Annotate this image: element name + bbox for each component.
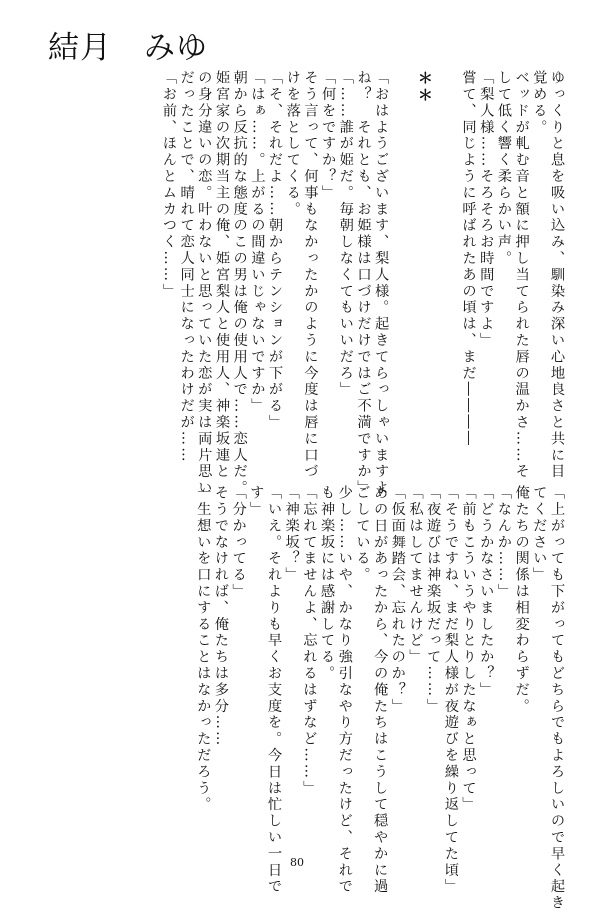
text-column: ゆっくりと息を吸い込み、馴染み深い心地良さと共に目	[549, 70, 565, 480]
text-column: 「何をですか？」	[320, 70, 337, 202]
text-column: 「神楽坂？」	[283, 485, 300, 584]
text-column: 「忘れてませんよ、忘れるはずなど……」	[301, 485, 318, 797]
text-column: ベッドが軋む音と額に押し当てられた唇の温かさ……そ	[513, 70, 530, 480]
text-column: 「そうですね、まだ梨人様が夜遊びを繰り返してた頃」	[442, 485, 459, 895]
text-column: てください」	[531, 485, 548, 584]
text-column	[388, 70, 414, 475]
text-column: 覚める。	[531, 70, 548, 136]
text-column: 「夜遊びは神楽坂だって……」	[425, 485, 442, 715]
text-column: す」	[248, 485, 265, 518]
text-column: ね？ それとも、お姫様は口づけだけではご不満ですか」	[355, 70, 372, 497]
text-column: 「どうかなさいましたか？」	[478, 485, 495, 699]
page-number: 80	[290, 856, 304, 869]
text-column: 「梨人様……そろそろお時間ですよ」	[478, 70, 495, 349]
author-name: 結月 みゆ	[48, 30, 208, 66]
text-column: だったことで、晴れて恋人同士になったわけだが……	[178, 70, 195, 464]
text-column: 「分かってる」	[230, 485, 247, 600]
scene-break: ＊＊	[415, 70, 434, 105]
text-column: あの日があったから、今の俺たちはこうして穏やかに過	[372, 485, 389, 895]
text-column: 嘗て、同じように呼ばれたあの頃は、まだ――――	[460, 70, 477, 448]
text-column: 「お前、ほんとムカつく……」	[160, 70, 177, 300]
text-column: ごしている。	[354, 485, 371, 584]
text-column: 少し……いや、かなり強引なやり方だったけど、それで	[336, 485, 353, 895]
text-column: けを落としてくる。	[284, 70, 301, 218]
text-column: 「なんか……」	[495, 485, 512, 600]
text-column: も神楽坂には感謝してる。	[319, 485, 336, 682]
text-column: 「……誰が姫だ。毎朝しなくてもいいだろ」	[337, 70, 354, 398]
text-column: の身分違いの恋。叶わないと思っていた恋が実は両片思い	[196, 70, 213, 497]
text-column: 姫宮家の次期当主の俺、姫宮梨人と使用人、神楽坂連と	[214, 70, 230, 480]
text-column: 朝から反抗的な態度のこの男は俺の使用人で……恋人だ。	[231, 70, 248, 497]
text-column: 「おはようございます、梨人様。起きてらっしゃいますよ	[373, 70, 390, 497]
text-column: 一生想いを口にすることはなかっただろう。	[195, 485, 212, 813]
text-column: 俺たちの関係は相変わらずだ。	[513, 485, 530, 715]
text-column: 「私はしてませんけど」	[407, 485, 424, 666]
text-column: 「上がっても下がってもどちらでもよろしいので早く起き	[549, 485, 565, 911]
text-column: そう言って、何事もなかったかのように今度は唇に口づ	[302, 70, 319, 480]
text-column: 「はぁ……。上がるの間違いじゃないですか」	[249, 70, 266, 415]
text-column: 「仮面舞踏会、忘れたのか？」	[389, 485, 406, 715]
text-column: して低く響く柔らかい声。	[495, 70, 512, 267]
text-column: そうでなければ、俺たちは多分……	[212, 485, 229, 748]
text-block-top	[158, 70, 565, 497]
text-column: 「いえ。それよりも早くお支度を。今日は忙しい一日で	[266, 485, 282, 895]
text-column: 「そ、それだよ……朝からテンションが下がる」	[267, 70, 284, 431]
text-column: 「前もこういうやりとりしたなぁと思って」	[460, 485, 477, 813]
text-column	[432, 70, 458, 475]
